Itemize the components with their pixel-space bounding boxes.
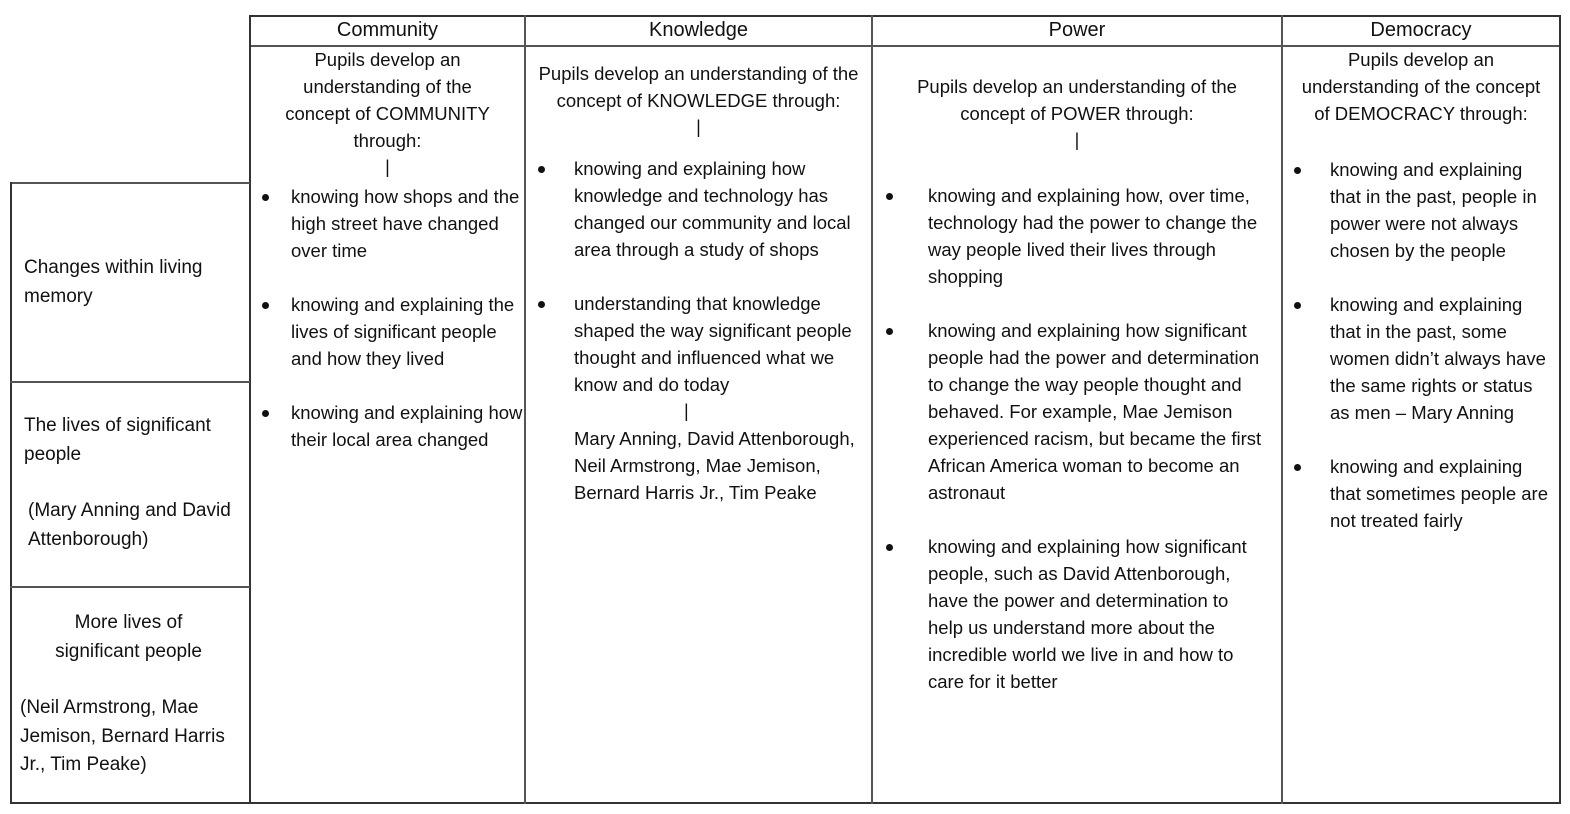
people-list: Mary Anning, David Attenborough, Neil Armstrong, Mae Jemison, Bernard Harris Jr., Tim Peake — [574, 428, 855, 503]
table-border-bottom — [10, 802, 1561, 804]
bullet-icon — [886, 328, 893, 335]
header-community: Community — [336, 19, 439, 41]
bullet-icon — [1294, 464, 1301, 471]
column-community — [251, 46, 524, 480]
bullet-icon — [538, 166, 545, 173]
bullet-icon — [886, 193, 893, 200]
intro-text: Pupils develop an understanding of the concept of POWER through: — [917, 76, 1237, 124]
column-power — [873, 73, 1281, 722]
row-label-title: Changes within living memory — [24, 257, 203, 307]
bullet-icon — [1294, 167, 1301, 174]
bullet-item: knowing and explaining the lives of significant people and how they lived — [251, 291, 524, 372]
intro-text: Pupils develop an understanding of the concept of KNOWLEDGE through: — [538, 63, 859, 111]
bullet-item: knowing and explaining how significant people had the power and determination to change the way people thought and behaved. For example, Mae Jemison experienced racism, but became the first African America woman to become an astronaut — [873, 317, 1267, 506]
bullet-item: knowing and explaining how, over time, technology had the power to change the way people lived their lives through shopping — [873, 182, 1267, 290]
marker: | — [696, 117, 701, 137]
row-label-title: The lives of significant people — [24, 415, 211, 465]
table-border-right — [1559, 15, 1561, 804]
header-power: Power — [1048, 19, 1106, 41]
rowheader-border-top — [10, 182, 250, 184]
bullet-icon — [262, 194, 269, 201]
bullet-icon — [886, 544, 893, 551]
header-knowledge: Knowledge — [649, 19, 748, 41]
bullet-icon — [1294, 302, 1301, 309]
header-democracy: Democracy — [1370, 19, 1472, 41]
bullet-icon — [262, 302, 269, 309]
bullet-item: knowing and explaining that sometimes people are not treated fairly — [1283, 453, 1549, 534]
footer-marker: | — [684, 401, 689, 421]
row-label-note: (Neil Armstrong, Mae Jemison, Bernard Harris Jr., Tim Peake) — [20, 697, 225, 775]
marker: | — [1074, 130, 1080, 150]
row-label-changes — [12, 254, 237, 311]
row-divider-2 — [10, 586, 250, 588]
row-label-more-lives — [12, 609, 237, 780]
bullet-item: understanding that knowledge shaped the way significant people thought and influenced what we know and do today — [526, 290, 857, 398]
row-label-lives — [12, 412, 237, 554]
bullet-item: knowing and explaining that in the past, some women didn’t always have the same rights or status as men – Mary Anning — [1283, 291, 1549, 426]
row-label-title: More lives of significant people — [55, 612, 202, 662]
marker: | — [385, 157, 390, 177]
bullet-item: knowing and explaining how knowledge and technology has changed our community and local area through a study of shops — [526, 155, 857, 263]
row-divider-1 — [10, 381, 250, 383]
intro-text: Pupils develop an understanding of the concept of COMMUNITY through: — [285, 49, 490, 151]
bullet-item: knowing and explaining that in the past, people in power were not always chosen by the people — [1283, 156, 1549, 264]
column-knowledge — [526, 60, 871, 506]
bullet-item: knowing and explaining how significant people, such as David Attenborough, have the power and determination to help us understand more about the incredible world we live in and how to care for it better — [873, 533, 1267, 695]
row-label-note: (Mary Anning and David Attenborough) — [28, 500, 231, 550]
column-democracy — [1283, 46, 1559, 561]
bullet-icon — [262, 410, 269, 417]
intro-text: Pupils develop an understanding of the concept of DEMOCRACY through: — [1301, 49, 1541, 124]
bullet-item: knowing and explaining how their local area changed — [251, 399, 524, 453]
bullet-icon — [538, 301, 545, 308]
bullet-item: knowing how shops and the high street have changed over time — [251, 183, 524, 264]
